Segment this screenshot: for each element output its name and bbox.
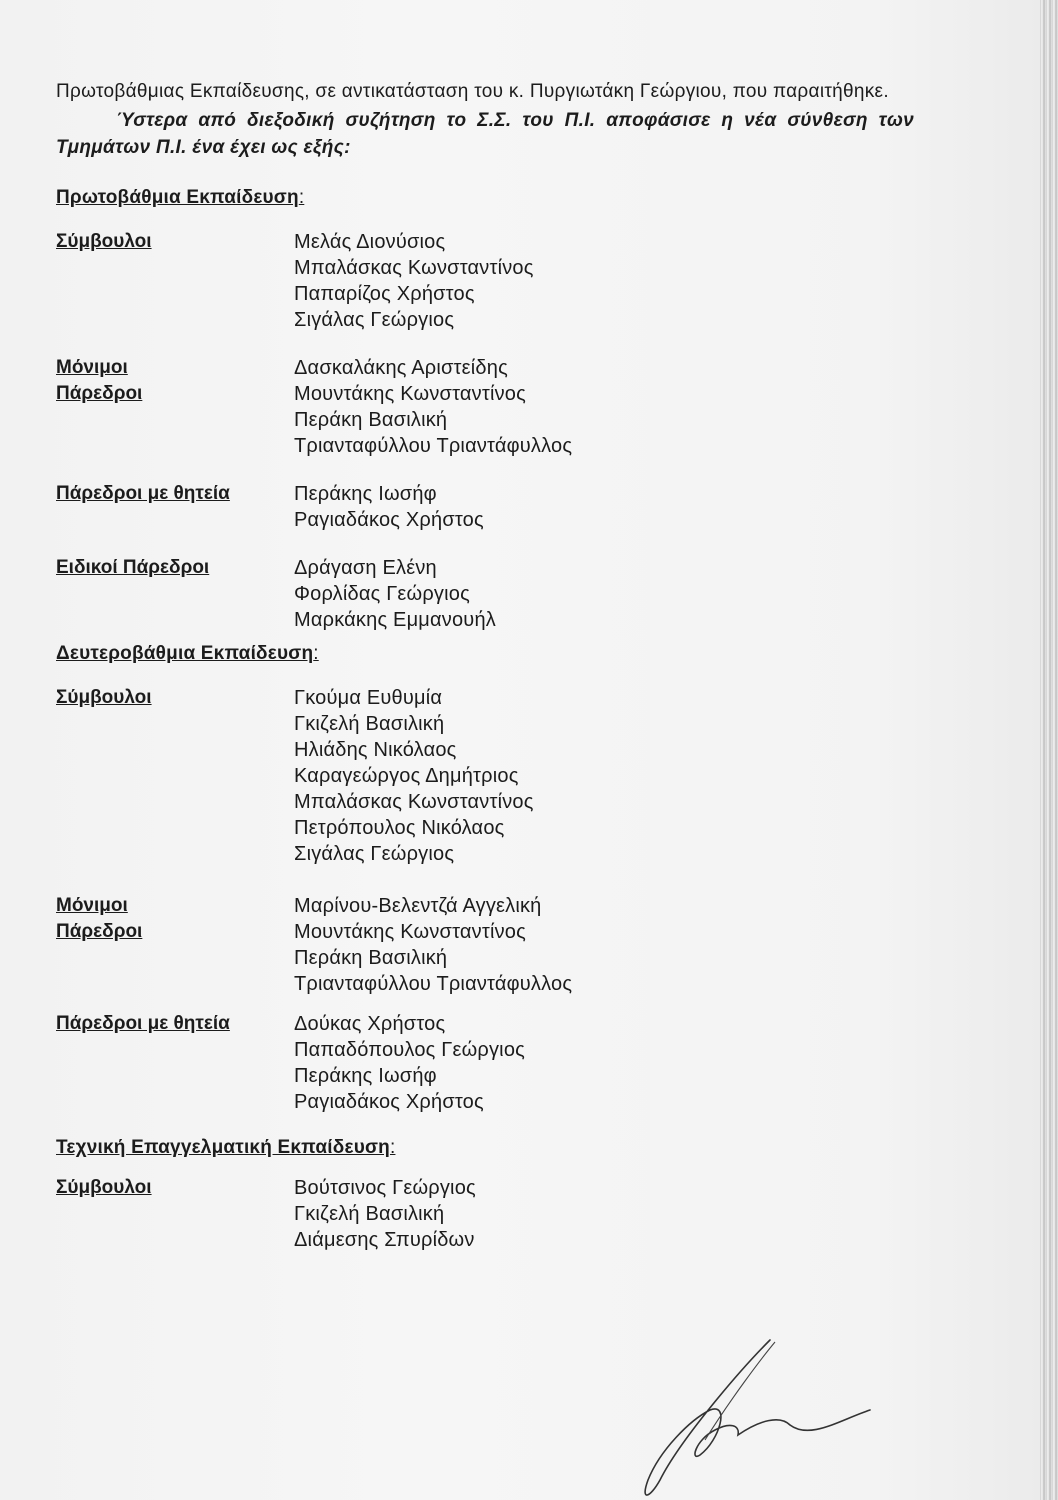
list-item: Μουντάκης Κωνσταντίνος	[294, 921, 526, 943]
list-item: Μπαλάσκας Κωνσταντίνος	[294, 791, 534, 813]
list-item: Παπαδόπουλος Γεώργιος	[294, 1039, 525, 1061]
list-item: Περάκη Βασιλική	[294, 409, 448, 431]
intro-paragraph: Πρωτοβάθμιας Εκπαίδευσης, σε αντικατάσταση του κ. Πυργιωτάκη Γεώργιου, που παραιτήθηκε.	[56, 81, 889, 102]
name-list	[294, 1175, 476, 1253]
page-binding-edge	[1040, 0, 1058, 1500]
group-primary-permanent	[56, 355, 914, 459]
list-item: Καραγεώργος Δημήτριος	[294, 765, 519, 787]
name-list	[294, 685, 534, 867]
group-primary-advisors	[56, 229, 914, 333]
group-technical-advisors	[56, 1175, 914, 1253]
list-item: Ηλιάδης Νικόλαος	[294, 739, 457, 761]
document-content	[56, 78, 914, 1253]
name-list	[294, 555, 496, 633]
list-item: Βούτσινος Γεώργιος	[294, 1177, 476, 1199]
list-item: Δούκας Χρήστος	[294, 1013, 446, 1035]
list-item: Πετρόπουλος Νικόλαος	[294, 817, 505, 839]
name-list	[294, 1011, 525, 1115]
list-item: Σιγάλας Γεώργιος	[294, 843, 455, 865]
list-item: Δασκαλάκης Αριστείδης	[294, 357, 508, 379]
list-item: Μαρκάκης Εμμανουήλ	[294, 609, 496, 631]
group-label: Σύμβουλοι	[56, 687, 152, 708]
decision-paragraph: Ύστερα από διεξοδική συζήτηση το Σ.Σ. του Π.Ι. αποφάσισε η νέα σύνθεση των Τμημάτων Π.Ι. ένα έχει ως εξής:	[56, 110, 914, 158]
list-item: Περάκης Ιωσήφ	[294, 1065, 437, 1087]
list-item: Μαρίνου-Βελεντζά Αγγελική	[294, 895, 542, 917]
list-item: Περάκη Βασιλική	[294, 947, 448, 969]
group-secondary-advisors	[56, 685, 914, 867]
name-list	[294, 481, 484, 533]
list-item: Παπαρίζος Χρήστος	[294, 283, 475, 305]
group-label: Πάρεδροι με θητεία	[56, 1013, 230, 1034]
group-primary-term	[56, 481, 914, 533]
list-item: Μουντάκης Κωνσταντίνος	[294, 383, 526, 405]
list-item: Ραγιαδάκος Χρήστος	[294, 509, 484, 531]
section-title-technical: Τεχνική Επαγγελματική Εκπαίδευση:	[56, 1137, 396, 1158]
group-primary-special	[56, 555, 914, 633]
list-item: Γκιζελή Βασιλική	[294, 713, 445, 735]
group-label: Σύμβουλοι	[56, 1177, 152, 1198]
signature-icon	[620, 1330, 880, 1500]
group-secondary-permanent	[56, 893, 914, 997]
list-item: Διάμεσης Σπυρίδων	[294, 1229, 475, 1251]
name-list	[294, 893, 572, 997]
group-label: Ειδικοί Πάρεδροι	[56, 557, 210, 578]
group-secondary-term	[56, 1011, 914, 1115]
list-item: Μπαλάσκας Κωνσταντίνος	[294, 257, 534, 279]
list-item: Τριανταφύλλου Τριαντάφυλλος	[294, 435, 573, 457]
list-item: Φορλίδας Γεώργιος	[294, 583, 470, 605]
list-item: Μελάς Διονύσιος	[294, 231, 446, 253]
group-label: Μόνιμοι Πάρεδροι	[56, 357, 143, 404]
group-label: Πάρεδροι με θητεία	[56, 483, 230, 504]
group-label: Σύμβουλοι	[56, 231, 152, 252]
list-item: Σιγάλας Γεώργιος	[294, 309, 455, 331]
name-list	[294, 229, 534, 333]
list-item: Ραγιαδάκος Χρήστος	[294, 1091, 484, 1113]
section-title-primary: Πρωτοβάθμια Εκπαίδευση:	[56, 187, 305, 208]
name-list	[294, 355, 572, 459]
group-label: Μόνιμοι Πάρεδροι	[56, 895, 143, 942]
list-item: Γκούμα Ευθυμία	[294, 687, 443, 709]
section-title-secondary: Δευτεροβάθμια Εκπαίδευση:	[56, 643, 319, 664]
list-item: Δράγαση Ελένη	[294, 557, 437, 579]
list-item: Περάκης Ιωσήφ	[294, 483, 437, 505]
list-item: Γκιζελή Βασιλική	[294, 1203, 445, 1225]
list-item: Τριανταφύλλου Τριαντάφυλλος	[294, 973, 573, 995]
